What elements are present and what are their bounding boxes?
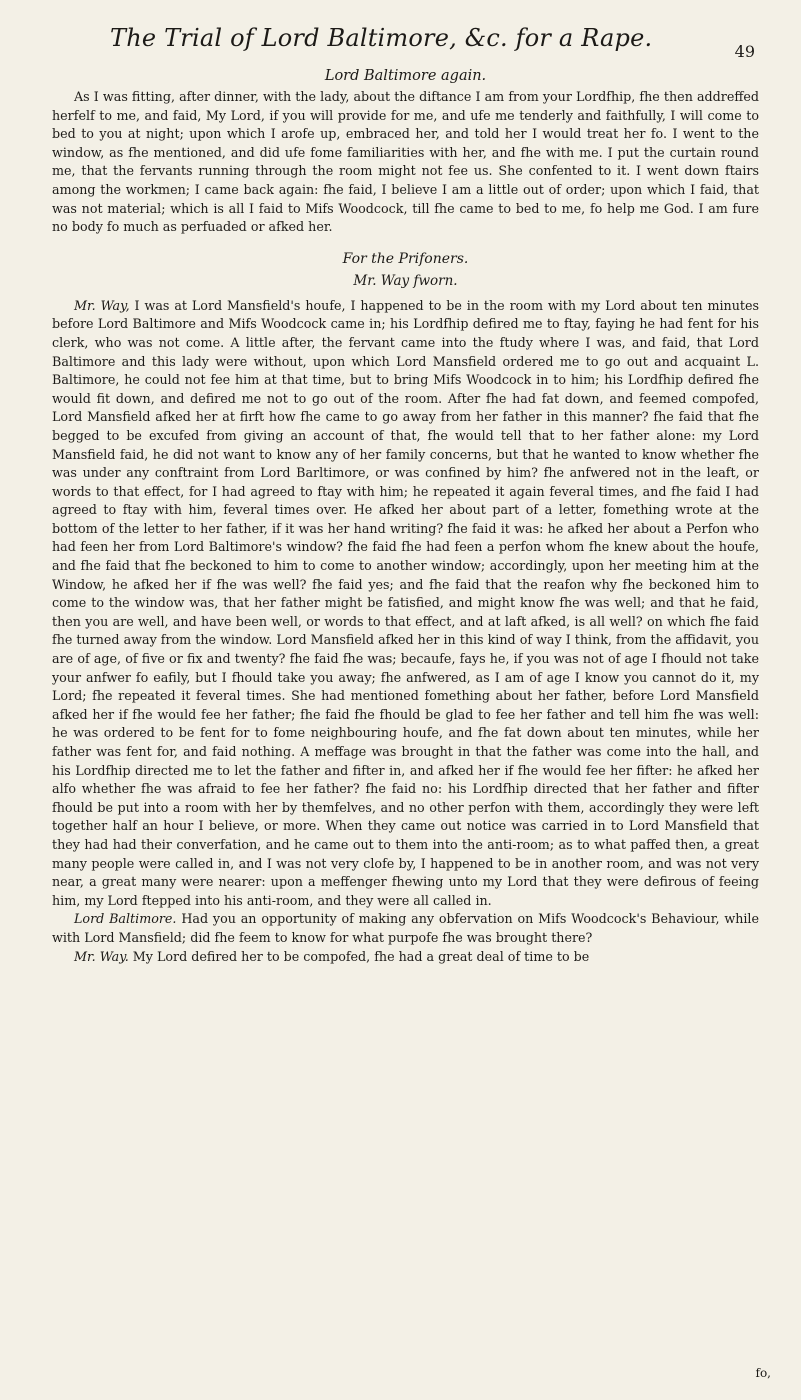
catchword: fo,: [755, 1366, 771, 1380]
section-heading-lord-baltimore: Lord Baltimore again.: [324, 68, 487, 84]
section-heading-prisoners: For the Prifoners.: [342, 250, 469, 267]
witness-sworn-line: Mr. Way fworn.: [353, 272, 458, 289]
testimony-paragraph-way: [52, 297, 759, 911]
testimony-paragraph: As I was fitting, after dinner, with the lady, about the diftance I am from your Lordfhip, fhe then addreffed herfelf to me, and faid, My Lord, if you will provide for me, and ufe me tenderly and faithfully, I will come to bed to you at night; upon which I arofe up, embraced her, and told her I would treat her fo. I went to the window, as fhe mentioned, and did ufe fome familiarities with her, and fhe with me. I put the curtain round me, that the fervants running through the room might not fee us. She confented to it. I went down ftairs among the workmen; I came back again: fhe faid, I believe I am a little out of order; upon which I faid, that was not material; which is all I faid to Mifs Woodcock, till fhe came to bed to me, fo help me God. I am fure no body fo much as perfuaded or afked her.: [52, 89, 759, 235]
answer-paragraph: [52, 948, 759, 967]
answer-text: My Lord defired her to be compofed, fhe had a great deal of time to be: [132, 948, 590, 964]
speaker-label: Mr. Way.: [74, 948, 129, 964]
speaker-label: Lord Baltimore.: [74, 911, 177, 927]
question-paragraph: [52, 910, 759, 947]
speaker-label: Mr. Way,: [74, 297, 130, 313]
testimony-text: I was at Lord Mansfield's houfe, I happened to be in the room with my Lord about ten minutes before Lord Baltimore and Mifs Woodcock came in; his Lordfhip defired me to ftay, faying he had fent for his clerk, who was not come. A little after, the fervant came into the ftudy where I was, and faid, that Lord Baltimore and this lady were without, upon which Lord Mansfield ordered me to go out and acquaint L. Baltimore, he could not fee him at that time, but to bring Mifs Woodcock in to him; his Lordfhip defired fhe would fit down, and defired me not to go out of the room. After fhe had fat down, and feemed compofed, Lord Mansfield afked her at firft how fhe came to go away from her father in this manner? fhe faid that fhe begged to be excufed from giving an account of that, fhe would tell that to her father alone: my Lord Mansfield faid, he did not want to know any of her family concerns, but that he wanted to know whether fhe was under any conftraint from Lord Barltimore, or was confined by him? fhe anfwered not in the leaft, or words to that effect, for I had agreed to ftay with him; he repeated it again feveral times, and fhe faid I had agreed to ftay with him, feveral times over. He afked her about part of a letter, fomething wrote at the bottom of the letter to her father, if it was her hand writing? fhe faid it was: he afked her about a Perfon who had feen her from Lord Baltimore's window? fhe faid fhe had feen a perfon whom fhe knew about the houfe, and fhe faid that fhe beckoned to him to come to another window; accordingly, upon her meeting him at the Window, he afked her if fhe was well? fhe faid yes; and fhe faid that the reafon why fhe beckoned him to come to the window was, that her father might be fatisfied, and might know fhe was well; and that he faid, then you are well, and have been well, or words to that effect, and at laft afked, is all well? on which fhe faid fhe turned away from the window. Lord Mansfield afked her in this kind of way I think, from the affidavit, you are of age, of five or fix and twenty? fhe faid fhe was; becaufe, fays he, if you was not of age I fhould not take your anfwer fo eafily, but I fhould take you away; fhe anfwered, as I am of age I know you cannot do it, my Lord; fhe repeated it feveral times. She had mentioned fomething about her father, before Lord Mansfield afked her if fhe would fee her father; fhe faid fhe fhould be glad to fee her father and tell him fhe was well: he was ordered to be fent for to fome neighbouring houfe, and fhe fat down about ten minutes, while her father was fent for, and faid nothing. A meffage was brought in that the father was come into the hall, and his Lordfhip directed me to let the father and fifter in, and afked her if fhe would fee her fifter: he afked her alfo whether fhe was afraid to fee her father? fhe faid no: his Lordfhip directed that her father and fifter fhould be put into a room with her by themfelves, and no other perfon with them, accordingly they were left together half an hour I believe, or more. When they came out notice was carried in to Lord Mansfield that they had had their converfation, and he came out to them into the anti-room; as to what paffed then, a great many people were called in, and I was not very clofe by, I happened to be in another room, and was not very near, a great many were nearer: upon a meffenger fhewing unto my Lord that they were defirous of feeing him, my Lord ftepped into his anti-room, and they were all called in.: [52, 297, 759, 908]
page-number: 49: [734, 42, 755, 61]
question-text: Had you an opportunity of making any obfervation on Mifs Woodcock's Behaviour, while with Lord Mansfield; did fhe feem to know for what purpofe fhe was brought there?: [52, 911, 759, 945]
testimony-block-baltimore: [52, 88, 759, 237]
running-head: [52, 18, 759, 62]
running-title: The Trial of Lord Baltimore, &c. for a Rape.: [110, 24, 653, 52]
